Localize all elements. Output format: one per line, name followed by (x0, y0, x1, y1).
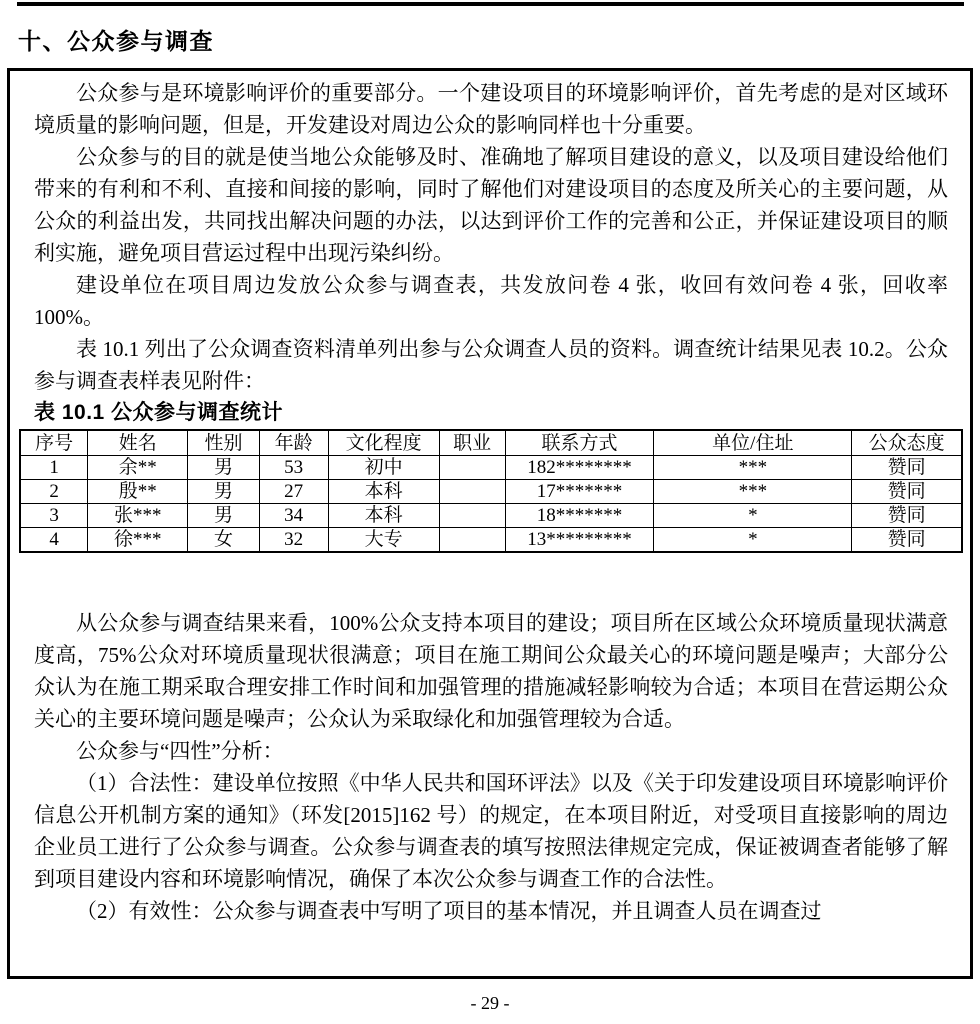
table-body (20, 456, 962, 553)
content-box (7, 68, 973, 979)
page-header-rule (17, 2, 964, 6)
section-heading: 十、公众参与调查 (18, 28, 214, 54)
table-header-cell: 序号 (20, 430, 88, 456)
table-cell: 男 (188, 504, 260, 528)
paragraph: （1）合法性：建设单位按照《中华人民共和国环评法》以及《关于印发建设项目环境影响评价信息公开机制方案的通知》（环发[2015]162 号）的规定，在本项目附近，对受项目直接影响的周边企业员工进行了公众参与调查。公众参与调查表的填写按照法律规定完成，保证被调查者能够了解到项目建设内容和环境影响情况，确保了本次公众参与调查工作的合法性。 (34, 771, 948, 891)
table-cell (439, 480, 505, 504)
table-cell (439, 456, 505, 480)
table-header-row (20, 430, 962, 456)
table-header-cell: 单位/住址 (654, 430, 852, 456)
table-header-cell: 联系方式 (505, 430, 654, 456)
table-cell: 徐*** (88, 528, 188, 553)
table-cell: *** (654, 456, 852, 480)
table-cell: 34 (259, 504, 328, 528)
table-cell: * (654, 504, 852, 528)
table-cell: 殷** (88, 480, 188, 504)
paragraphs-before-table (34, 77, 948, 397)
table-cell (439, 528, 505, 553)
table-cell: 赞同 (852, 528, 962, 553)
table-cell: 赞同 (852, 456, 962, 480)
paragraph: 从公众参与调查结果来看，100%公众支持本项目的建设；项目所在区域公众环境质量现状满意度高，75%公众对环境质量现状很满意；项目在施工期间公众最关心的环境问题是噪声；大部分公众认为在施工期采取合理安排工作时间和加强管理的措施减轻影响较为合适；本项目在营运期公众关心的主要环境问题是噪声；公众认为采取绿化和加强管理较为合适。 (34, 611, 948, 731)
table-cell: 4 (20, 528, 88, 553)
table-cell: 张*** (88, 504, 188, 528)
survey-table (19, 429, 963, 553)
table-cell: 3 (20, 504, 88, 528)
table-row (20, 504, 962, 528)
table-cell: * (654, 528, 852, 553)
paragraph: 公众参与的目的就是使当地公众能够及时、准确地了解项目建设的意义，以及项目建设给他们带来的有利和不利、直接和间接的影响，同时了解他们对建设项目的态度及所关心的主要问题，从公众的利益出发，共同找出解决问题的办法，以达到评价工作的完善和公正，并保证建设项目的顺利实施，避免项目营运过程中出现污染纠纷。 (34, 145, 948, 265)
table-header-cell: 年龄 (259, 430, 328, 456)
paragraph: 建设单位在项目周边发放公众参与调查表，共发放问卷 4 张，收回有效问卷 4 张，回收率 100%。 (34, 273, 948, 329)
table-cell: 余** (88, 456, 188, 480)
table-cell: 32 (259, 528, 328, 553)
table-cell: 女 (188, 528, 260, 553)
table-cell: 27 (259, 480, 328, 504)
paragraph: 公众参与“四性”分析： (76, 739, 284, 763)
table-row (20, 456, 962, 480)
table-cell: 182******** (505, 456, 654, 480)
table-cell: 2 (20, 480, 88, 504)
table-cell: 大专 (328, 528, 439, 553)
table-cell: 男 (188, 456, 260, 480)
table-row (20, 430, 962, 456)
table-cell: 13********* (505, 528, 654, 553)
table-header-cell: 文化程度 (328, 430, 439, 456)
paragraph: （2）有效性：公众参与调查表中写明了项目的基本情况，并且调查人员在调查过 (76, 899, 822, 923)
page-number: - 29 - (470, 993, 510, 1013)
table-cell: 男 (188, 480, 260, 504)
table-caption: 表 10.1 公众参与调查统计 (34, 401, 284, 424)
table-cell: 1 (20, 456, 88, 480)
table-row (20, 528, 962, 553)
table-header-cell: 姓名 (88, 430, 188, 456)
table-header-cell: 职业 (439, 430, 505, 456)
table-cell: 本科 (328, 480, 439, 504)
paragraphs-after-table (34, 607, 948, 927)
table-header-cell: 性别 (188, 430, 260, 456)
table-cell: 赞同 (852, 504, 962, 528)
paragraph: 表 10.1 列出了公众调查资料清单列出参与公众调查人员的资料。调查统计结果见表 10.2。公众参与调查表样表见附件： (34, 337, 948, 393)
table-cell: 初中 (328, 456, 439, 480)
table-cell: *** (654, 480, 852, 504)
table-cell: 17******* (505, 480, 654, 504)
table-header-cell: 公众态度 (852, 430, 962, 456)
table-row (20, 480, 962, 504)
table-cell: 18******* (505, 504, 654, 528)
table-cell: 本科 (328, 504, 439, 528)
table-cell: 53 (259, 456, 328, 480)
paragraph: 公众参与是环境影响评价的重要部分。一个建设项目的环境影响评价，首先考虑的是对区域环境质量的影响问题，但是，开发建设对周边公众的影响同样也十分重要。 (34, 81, 948, 137)
table-cell: 赞同 (852, 480, 962, 504)
table-cell (439, 504, 505, 528)
